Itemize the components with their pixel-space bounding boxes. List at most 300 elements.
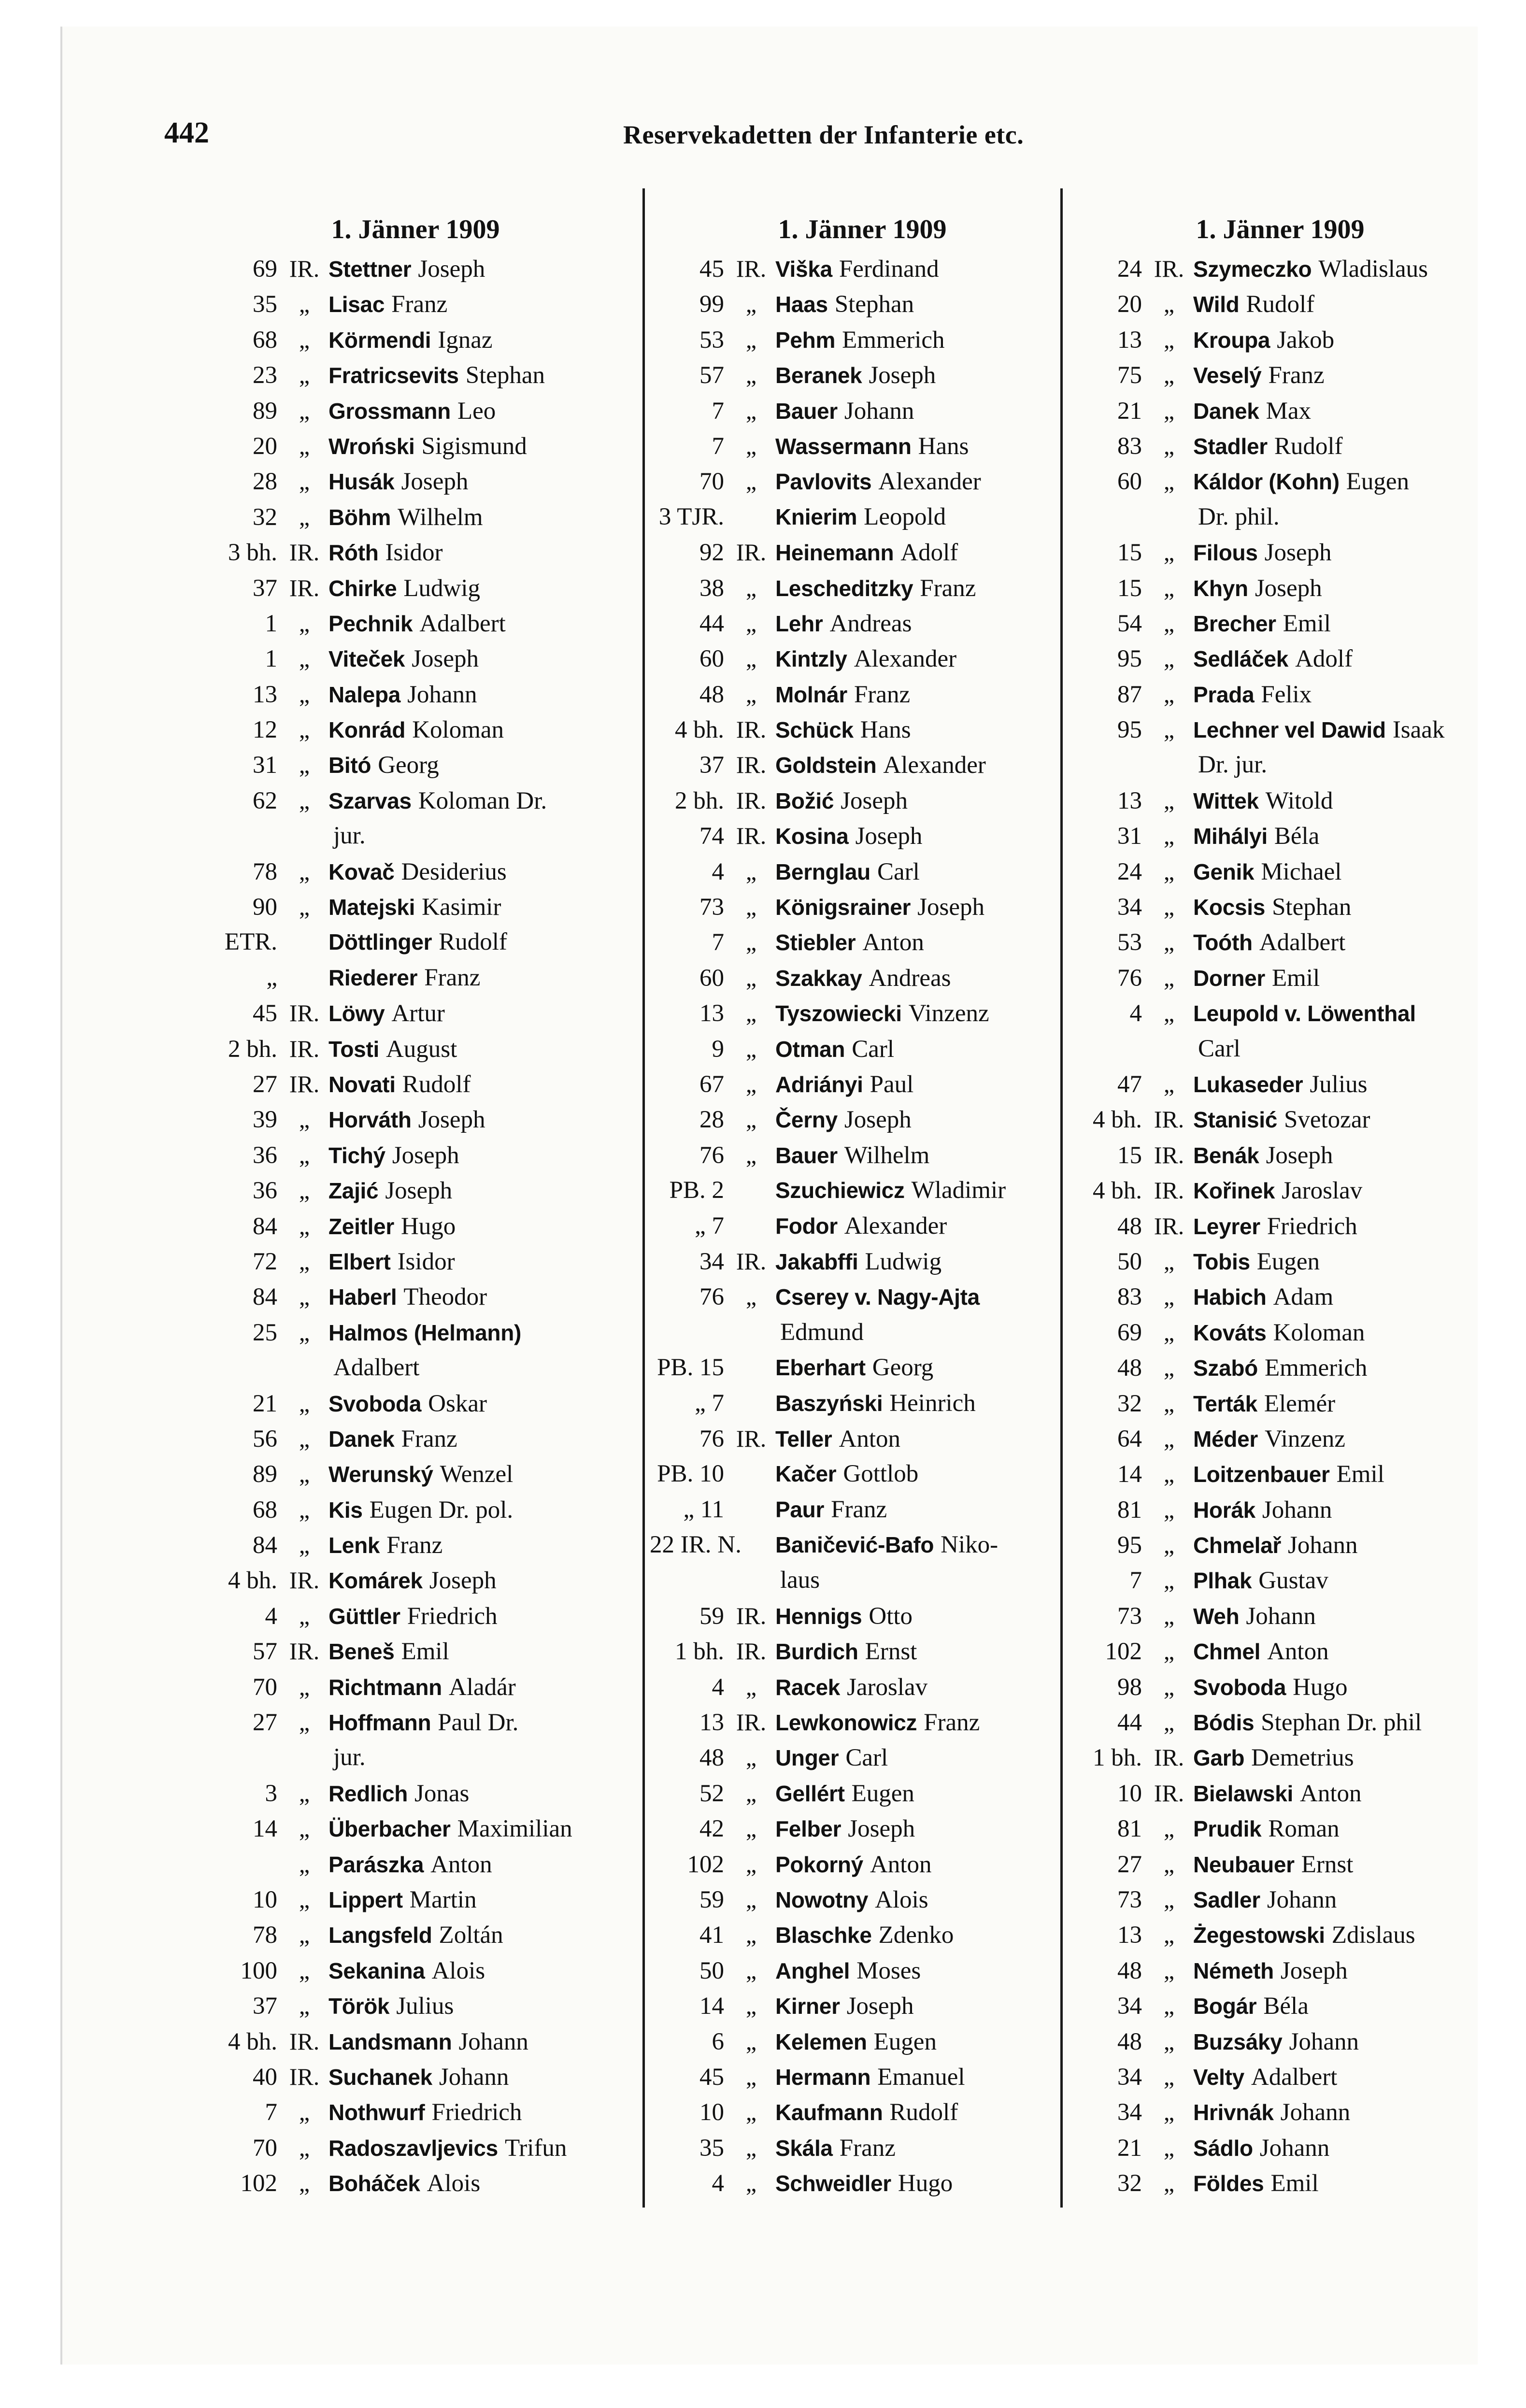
regiment-number: 35 [699, 2134, 724, 2162]
regiment-number: 31 [1117, 823, 1142, 850]
unit-abbrev: „ [299, 716, 310, 743]
unit-abbrev: „ [1163, 2063, 1175, 2090]
list-item [1068, 606, 1493, 641]
unit-abbrev: „ [299, 468, 310, 495]
given-name: Zoltán [439, 1922, 503, 1949]
list-item [650, 1953, 1075, 1988]
regiment-number: 1 [265, 645, 277, 673]
surname: Bódis [1193, 1710, 1255, 1736]
given-name: Eugen [873, 2028, 937, 2055]
regiment-number: 27 [1117, 1851, 1142, 1878]
unit-abbrev: „ [745, 2098, 757, 2126]
unit-abbrev: „ [1163, 2169, 1175, 2197]
list-item [203, 1917, 628, 1952]
given-name: Ernst [865, 1638, 917, 1666]
unit-abbrev: „ [745, 397, 757, 424]
surname: Toóth [1193, 930, 1253, 955]
regiment-number: 21 [1117, 397, 1142, 425]
surname: Prudik [1193, 1816, 1262, 1842]
regiment-number: 73 [699, 894, 724, 921]
unit-abbrev: „ [299, 1531, 310, 1559]
surname: Neubauer [1193, 1852, 1295, 1877]
list-item [650, 1563, 1075, 1598]
unit-abbrev: „ [1163, 716, 1175, 743]
unit-abbrev: „ [299, 786, 310, 814]
list-item [650, 1669, 1075, 1705]
list-item [650, 996, 1075, 1031]
column-2-rows [650, 251, 1075, 2201]
list-item [203, 1244, 628, 1279]
regiment-number: 14 [253, 1815, 277, 1843]
regiment-number: 102 [240, 2170, 277, 2197]
list-item [650, 818, 1075, 854]
surname: Knierim [775, 504, 857, 529]
regiment-number: 15 [1117, 1141, 1142, 1169]
surname: Genik [1193, 859, 1255, 884]
list-item [650, 1279, 1075, 1314]
given-name: Emanuel [877, 2063, 965, 2091]
list-item [1068, 570, 1493, 606]
surname: Fodor [775, 1213, 838, 1239]
regiment-number: 68 [253, 1496, 277, 1524]
unit-abbrev: „ [1163, 1283, 1175, 1311]
regiment-number: 21 [253, 1390, 277, 1417]
surname: Hermann [775, 2064, 871, 2090]
list-item [1068, 1315, 1493, 1350]
surname: Tosti [328, 1036, 379, 1062]
regiment-number: 40 [253, 2063, 277, 2091]
regiment-number: 7 [712, 432, 724, 460]
regiment-number: 102 [1105, 1638, 1142, 1666]
surname: Khyn [1193, 575, 1248, 601]
surname: Haas [775, 292, 828, 317]
unit-abbrev: IR. [289, 574, 320, 601]
surname: Pehm [775, 327, 836, 353]
given-name: Aladár [448, 1673, 516, 1701]
unit-abbrev: „ [745, 1815, 757, 1842]
surname: Otman [775, 1036, 845, 1062]
list-item [650, 606, 1075, 641]
surname: Földes [1193, 2171, 1264, 2196]
given-name: Rudolf [402, 1070, 471, 1098]
surname: Boháček [328, 2171, 420, 2196]
list-item [650, 1598, 1075, 1634]
surname: Zajić [328, 1178, 379, 1204]
given-name: Ignaz [438, 326, 493, 354]
unit-abbrev: „ [1163, 1815, 1175, 1842]
surname: Szarvas [328, 788, 412, 813]
unit-abbrev: „ [299, 1106, 310, 1133]
surname: Baszyński [775, 1390, 883, 1416]
list-item [203, 1847, 628, 1882]
surname: Hennigs [775, 1603, 862, 1629]
list-item [1068, 322, 1493, 357]
surname: Kis [328, 1497, 363, 1523]
list-item [1068, 1350, 1493, 1385]
given-name: Anton [1299, 1780, 1362, 1807]
regiment-number: 90 [253, 894, 277, 921]
regiment-number: 84 [253, 1283, 277, 1311]
given-name: Eugen [1256, 1248, 1320, 1275]
given-name: Emil [401, 1638, 449, 1666]
given-name: Carl [877, 858, 920, 885]
given-name: Joseph [841, 787, 908, 814]
unit-abbrev: „ [1163, 928, 1175, 956]
list-item [203, 1138, 628, 1173]
unit-abbrev: „ [745, 1956, 757, 1984]
surname: Zeitler [328, 1213, 394, 1239]
surname: Felber [775, 1816, 841, 1842]
unit-abbrev: „ [745, 574, 757, 601]
regiment-number: 13 [699, 1000, 724, 1027]
column-3-rows [1068, 251, 1493, 2201]
surname: Sádlo [1193, 2135, 1253, 2161]
given-name: Joseph [846, 1993, 914, 2020]
regiment-number: 10 [1117, 1780, 1142, 1807]
surname: Überbacher [328, 1816, 451, 1842]
regiment-number: 4 [712, 858, 724, 885]
surname: Halmos (Helmann) [328, 1320, 522, 1345]
list-item [1068, 1847, 1493, 1882]
regiment-number: 27 [253, 1709, 277, 1737]
list-item [203, 393, 628, 428]
unit-abbrev: „ [299, 1141, 310, 1168]
regiment-number: 76 [1117, 964, 1142, 992]
list-item [1068, 996, 1493, 1031]
list-item [1068, 1209, 1493, 1244]
list-item [1068, 677, 1493, 712]
list-item [1068, 1279, 1493, 1314]
list-item [203, 1102, 628, 1137]
list-item [203, 747, 628, 783]
list-item [203, 1031, 628, 1067]
list-item [1068, 1882, 1493, 1917]
surname: Habich [1193, 1284, 1267, 1310]
regiment-number: 22 IR. N. [650, 1531, 742, 1559]
surname: Méder [1193, 1426, 1258, 1452]
regiment-number: 69 [253, 256, 277, 283]
list-item [203, 251, 628, 286]
given-name: Johann [1267, 1886, 1337, 1913]
given-name: Johann [1262, 1496, 1332, 1524]
regiment-number: 25 [253, 1319, 277, 1346]
regiment-number: 70 [253, 2134, 277, 2162]
given-name: Koloman Dr. [418, 787, 547, 814]
list-item [1068, 2166, 1493, 2201]
given-name: Ludwig [403, 574, 481, 602]
regiment-number: 12 [253, 716, 277, 744]
surname: Dorner [1193, 965, 1266, 991]
unit-abbrev: „ [299, 1247, 310, 1275]
unit-abbrev: „ [1163, 1070, 1175, 1097]
given-name: Alois [427, 2170, 481, 2197]
unit-abbrev: „ [1163, 1921, 1175, 1949]
regiment-number: 64 [1117, 1425, 1142, 1453]
regiment-number: 62 [253, 787, 277, 814]
list-item [203, 1563, 628, 1598]
regiment-number: „ 11 [683, 1496, 724, 1523]
unit-abbrev: „ [745, 2134, 757, 2161]
surname: Kintzly [775, 646, 847, 672]
given-name: Wladislaus [1318, 256, 1428, 283]
list-item [650, 1067, 1075, 1102]
list-item [1068, 1598, 1493, 1634]
list-item [650, 1492, 1075, 1527]
list-item [203, 1421, 628, 1456]
surname: Káldor (Kohn) [1193, 469, 1340, 495]
regiment-number: 70 [253, 1673, 277, 1701]
list-item [650, 1917, 1075, 1952]
unit-abbrev: „ [299, 1815, 310, 1842]
surname: Güttler [328, 1603, 400, 1629]
given-name: Franz [924, 1709, 980, 1737]
regiment-number: 7 [712, 397, 724, 425]
regiment-number: 45 [699, 256, 724, 283]
given-name: Eugen [851, 1780, 914, 1807]
unit-abbrev: „ [1163, 326, 1175, 353]
surname: Božić [775, 788, 834, 813]
surname: Wroński [328, 433, 415, 459]
regiment-number: 2 bh. [228, 1035, 277, 1063]
list-item [650, 251, 1075, 286]
given-name: Maximilian [457, 1815, 572, 1843]
surname: Racek [775, 1674, 841, 1700]
unit-abbrev: „ [745, 1283, 757, 1311]
surname: Török [328, 1994, 390, 2019]
given-name: Paul [870, 1070, 914, 1098]
unit-abbrev: IR. [736, 786, 767, 814]
regiment-number: 13 [1117, 787, 1142, 814]
unit-abbrev: IR. [736, 716, 767, 743]
unit-abbrev: „ [299, 503, 310, 530]
unit-abbrev: „ [299, 645, 310, 672]
list-item [1068, 818, 1493, 854]
given-name: Stephan [465, 362, 545, 389]
regiment-number: 84 [253, 1212, 277, 1240]
list-item [1068, 1456, 1493, 1492]
surname: Schweidler [775, 2171, 891, 2196]
given-name: Zdislaus [1331, 1922, 1415, 1949]
regiment-number: 13 [1117, 326, 1142, 354]
list-item [1068, 251, 1493, 286]
list-item [650, 1350, 1075, 1385]
surname: Leupold v. Löwenthal [1193, 1001, 1416, 1026]
given-name: Johann [1259, 2134, 1330, 2162]
list-item [203, 1776, 628, 1811]
regiment-number: 98 [1117, 1673, 1142, 1701]
regiment-number: 95 [1117, 1532, 1142, 1559]
surname: Landsmann [328, 2029, 452, 2054]
regiment-number: 50 [699, 1957, 724, 1984]
list-item [1068, 357, 1493, 393]
given-name: Béla [1263, 1993, 1309, 2020]
unit-abbrev: „ [1163, 609, 1175, 637]
list-item [1068, 925, 1493, 960]
regiment-number: 76 [699, 1283, 724, 1311]
given-name: Trifun [504, 2134, 567, 2162]
unit-abbrev: „ [745, 999, 757, 1027]
list-item [1068, 960, 1493, 996]
unit-abbrev: „ [745, 290, 757, 318]
regiment-number: 44 [1117, 1709, 1142, 1737]
unit-abbrev: IR. [736, 1425, 767, 1452]
given-name: Hugo [898, 2170, 953, 2197]
unit-abbrev: „ [299, 680, 310, 708]
surname: Werunský [328, 1462, 433, 1487]
column-1 [203, 208, 628, 2201]
surname: Sedláček [1193, 646, 1289, 672]
surname: Pavlovits [775, 469, 872, 495]
surname: Stanisić [1193, 1107, 1278, 1133]
given-name: Jaroslav [847, 1673, 928, 1701]
surname: Szuchiewicz [775, 1178, 905, 1203]
list-item [203, 606, 628, 641]
given-name: Rudolf [1246, 291, 1315, 318]
list-item [1068, 1563, 1493, 1598]
surname: Bauer [775, 398, 838, 424]
surname: Blaschke [775, 1923, 872, 1948]
list-item [203, 854, 628, 889]
list-item [203, 1740, 628, 1775]
unit-abbrev: „ [299, 1921, 310, 1949]
given-name: Anton [430, 1851, 492, 1878]
regiment-number: 7 [1129, 1567, 1142, 1595]
given-name: Adalbert [419, 610, 506, 637]
regiment-number: 59 [699, 1602, 724, 1630]
regiment-number: 35 [253, 291, 277, 318]
list-item [1068, 783, 1493, 818]
unit-abbrev: „ [299, 1177, 310, 1204]
surname: Anghel [775, 1958, 850, 1983]
regiment-number: 1 bh. [1093, 1744, 1142, 1772]
given-name: Carl [852, 1035, 894, 1063]
surname: Brecher [1193, 611, 1276, 636]
regiment-number: 74 [699, 823, 724, 850]
unit-abbrev: „ [745, 680, 757, 708]
list-item [650, 1244, 1075, 1279]
given-name: Stephan [1272, 894, 1352, 921]
list-item [203, 889, 628, 925]
surname: Chmelař [1193, 1533, 1281, 1558]
column-1-rows [203, 251, 628, 2201]
surname: Danek [1193, 398, 1259, 424]
list-item [1068, 2095, 1493, 2130]
surname: Gellért [775, 1781, 845, 1806]
given-name: Svetozar [1284, 1106, 1370, 1134]
surname: Konrád [328, 717, 406, 743]
unit-abbrev: „ [299, 893, 310, 921]
surname: Veselý [1193, 363, 1262, 388]
unit-abbrev: „ [1163, 1496, 1175, 1523]
list-item [203, 1279, 628, 1314]
regiment-number: 13 [699, 1709, 724, 1737]
regiment-number: 4 bh. [675, 716, 724, 744]
given-name: jur. [333, 822, 366, 850]
unit-abbrev: „ [1163, 1460, 1175, 1488]
given-name: Alexander [854, 645, 957, 673]
surname: Tichý [328, 1142, 385, 1168]
surname: Komárek [328, 1568, 423, 1594]
given-name: Martin [409, 1886, 477, 1913]
list-item [203, 1882, 628, 1917]
given-name: Elemér [1264, 1390, 1336, 1417]
unit-abbrev: „ [299, 1496, 310, 1523]
unit-abbrev: IR. [289, 255, 320, 282]
surname: Unger [775, 1745, 839, 1771]
surname: Tyszowiecki [775, 1001, 902, 1026]
list-item [650, 428, 1075, 464]
regiment-number: 7 [265, 2099, 277, 2126]
regiment-number: 28 [699, 1106, 724, 1134]
surname: Riederer [328, 965, 418, 990]
unit-abbrev: „ [1163, 432, 1175, 459]
regiment-number: 48 [1117, 1212, 1142, 1240]
surname: Kováts [1193, 1320, 1267, 1345]
given-name: August [385, 1035, 457, 1063]
list-item [203, 1598, 628, 1634]
list-item [203, 1634, 628, 1669]
unit-abbrev: IR. [1154, 1177, 1184, 1204]
surname: Wassermann [775, 433, 912, 459]
regiment-number: 60 [699, 964, 724, 992]
regiment-number: 28 [253, 468, 277, 496]
list-item [203, 1811, 628, 1846]
list-item [1068, 535, 1493, 570]
surname: Loitzenbauer [1193, 1462, 1330, 1487]
regiment-number: 4 [712, 1673, 724, 1701]
given-name: Adalbert [1251, 2063, 1338, 2091]
unit-abbrev: „ [299, 1425, 310, 1452]
given-name: Anton [870, 1851, 932, 1878]
regiment-number: 48 [1117, 1957, 1142, 1984]
list-item [203, 1456, 628, 1492]
list-item [650, 1776, 1075, 1811]
list-item [1068, 2059, 1493, 2095]
list-item [650, 747, 1075, 783]
regiment-number: 7 [712, 929, 724, 956]
surname: Königsrainer [775, 895, 911, 920]
regiment-number: ETR. [224, 928, 277, 956]
unit-abbrev: IR. [289, 2063, 320, 2090]
unit-abbrev: IR. [289, 539, 320, 566]
list-item [203, 2166, 628, 2201]
given-name: Anton [862, 929, 924, 956]
given-name: Joseph [1266, 1141, 1333, 1169]
list-item [203, 1350, 628, 1385]
list-item [650, 1988, 1075, 2023]
given-name: Joseph [418, 256, 485, 283]
regiment-number: 32 [253, 503, 277, 531]
list-item [650, 1173, 1075, 1208]
unit-abbrev: „ [1163, 574, 1175, 601]
regiment-number: 50 [1117, 1248, 1142, 1275]
given-name: Alexander [844, 1212, 947, 1240]
list-item [1068, 747, 1493, 783]
column-divider-2 [1060, 188, 1063, 2208]
regiment-number: 37 [253, 574, 277, 602]
regiment-number: 100 [240, 1957, 277, 1984]
given-name: Johann [1289, 2028, 1359, 2055]
surname: Paur [775, 1496, 825, 1522]
regiment-number: 44 [699, 610, 724, 637]
surname: Kosina [775, 824, 849, 849]
given-name: Dr. phil. [1198, 503, 1280, 530]
surname: Eberhart [775, 1355, 866, 1381]
given-name: Julius [1310, 1070, 1368, 1098]
regiment-number: 14 [1117, 1461, 1142, 1488]
given-name: Demetrius [1251, 1744, 1354, 1772]
regiment-number: 54 [1117, 610, 1142, 637]
